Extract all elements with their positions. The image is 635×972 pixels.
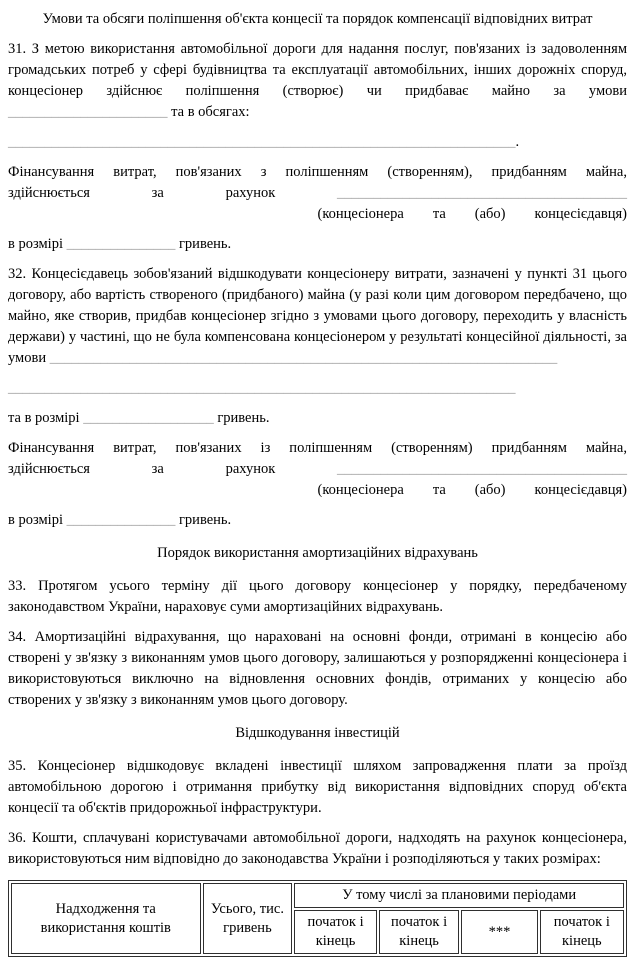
- blank-line-period: .: [515, 134, 520, 150]
- clause-33: 33. Протягом усього терміну дії цього договору концесіонер у порядку, передбаченому законодавством України, нараховує суми амортизаційних відрахувань.: [8, 578, 627, 615]
- group-header-periods: У тому числі за плановими періодами: [294, 883, 624, 908]
- clause-31-tail: та в обсягах:: [167, 104, 250, 120]
- caption-concessionaire-2: (концесіонера та (або) концесієдавця): [317, 482, 627, 498]
- subcol-period-n: початок і кінець: [540, 910, 624, 954]
- subcol-period-1: початок і кінець: [294, 910, 376, 954]
- fill-in-blank-32-b: ______________________________________________________________________: [8, 380, 516, 396]
- col-header-total: Усього, тис. гривень: [203, 883, 293, 954]
- fill-in-blank-32-a: ______________________________________________________________________: [49, 350, 558, 366]
- payments-table: [8, 880, 627, 957]
- fill-in-blank-amount-1: _______________: [66, 236, 176, 252]
- fill-in-blank-source-2: ________________________________________: [337, 461, 627, 477]
- amount-line-32: [8, 408, 627, 429]
- fill-in-blank-amount-32: __________________: [83, 410, 214, 426]
- amount-line-1: [8, 234, 627, 255]
- fill-in-blank-volumes: ______________________________________________________________________: [8, 134, 516, 150]
- amount-1-label: в розмірі: [8, 236, 63, 252]
- blank-line-32-b: [8, 378, 627, 399]
- fill-in-blank-amount-2: _______________: [66, 512, 176, 528]
- clause-31: [8, 39, 627, 123]
- financing-2-line-1: Фінансування витрат, пов'язаних із поліпшенням (створенням) придбанням майна,: [8, 440, 627, 456]
- financing-2-source-label: здійснюється за рахунок: [8, 461, 276, 477]
- subcol-ellipsis: ***: [461, 910, 537, 954]
- document-title: Умови та обсяги поліпшення об'єкта концесії та порядок компенсації відповідних витрат: [42, 11, 593, 27]
- financing-1-line-2: [8, 183, 627, 204]
- col-header-income: Надходження та використання коштів: [11, 883, 201, 954]
- blank-line-volumes: [8, 132, 627, 153]
- amount-line-2: [8, 510, 627, 531]
- heading-investments: Відшкодування інвестицій: [235, 725, 400, 741]
- amount-1-tail: гривень.: [178, 236, 232, 252]
- clause-32-text: 32. Концесієдавець зобов'язаний відшкодувати концесіонеру витрати, зазначені у пункті 31 цього договору, або вартість створеного (придбаного) майна (у разі коли цим договором передбачено, що майно, яке створив, придбав концесіонер згідно з умовами цього договору, переходить у власність держави) у частині, що не була компенсована концесіонером у результаті концесійної діяльності, за умови: [8, 266, 627, 366]
- caption-concessionaire-1: (концесіонера та (або) концесієдавця): [317, 206, 627, 222]
- amount-32-label: та в розмірі: [8, 410, 80, 426]
- financing-2-line-2: [8, 459, 627, 480]
- financing-1-source-label: здійснюється за рахунок: [8, 185, 276, 201]
- financing-block-2: [8, 438, 627, 501]
- fill-in-blank-source: ________________________________________: [337, 185, 627, 201]
- clause-31-text: 31. З метою використання автомобільної дороги для надання послуг, пов'язаних із задоволенням громадських потреб у сфері будівництва та експлуатації автомобільних, інших дорожніх споруд, концесіонер здійснює поліпшення (створює) чи придбаває майно за умови: [8, 41, 627, 99]
- table-header-row-1: [11, 883, 624, 908]
- clause-35: 35. Концесіонер відшкодовує вкладені інвестиції шляхом запровадження плати за проїзд автомобільною дорогою і отримання прибутку від використання відповідних споруд об'єкта концесії та об'єктів придорожньої інфраструктури.: [8, 758, 627, 816]
- financing-block-1: [8, 162, 627, 225]
- clause-32: [8, 264, 627, 369]
- clause-36: 36. Кошти, сплачувані користувачами автомобільної дороги, надходять на рахунок концесіонера, використовуються ним відповідно до законодавства України і розподіляються у таких розмірах:: [8, 830, 627, 867]
- financing-1-line-1: Фінансування витрат, пов'язаних з поліпшенням (створенням), придбанням майна,: [8, 164, 627, 180]
- subcol-period-2: початок і кінець: [379, 910, 460, 954]
- amount-32-tail: гривень.: [217, 410, 270, 426]
- fill-in-blank-conditions: ______________________: [8, 104, 168, 120]
- clause-34: 34. Амортизаційні відрахування, що нараховані на основні фонди, отримані в концесію або створені у зв'язку з виконанням умов цього договору, залишаються у розпорядженні концесіонера і використовуються виключно на відновлення основних фондів, отриманих у концесію або створених у зв'язку з виконанням умов цього договору.: [8, 629, 627, 708]
- heading-amortization: Порядок використання амортизаційних відрахувань: [157, 545, 478, 561]
- amount-2-label: в розмірі: [8, 512, 63, 528]
- amount-2-tail: гривень.: [178, 512, 232, 528]
